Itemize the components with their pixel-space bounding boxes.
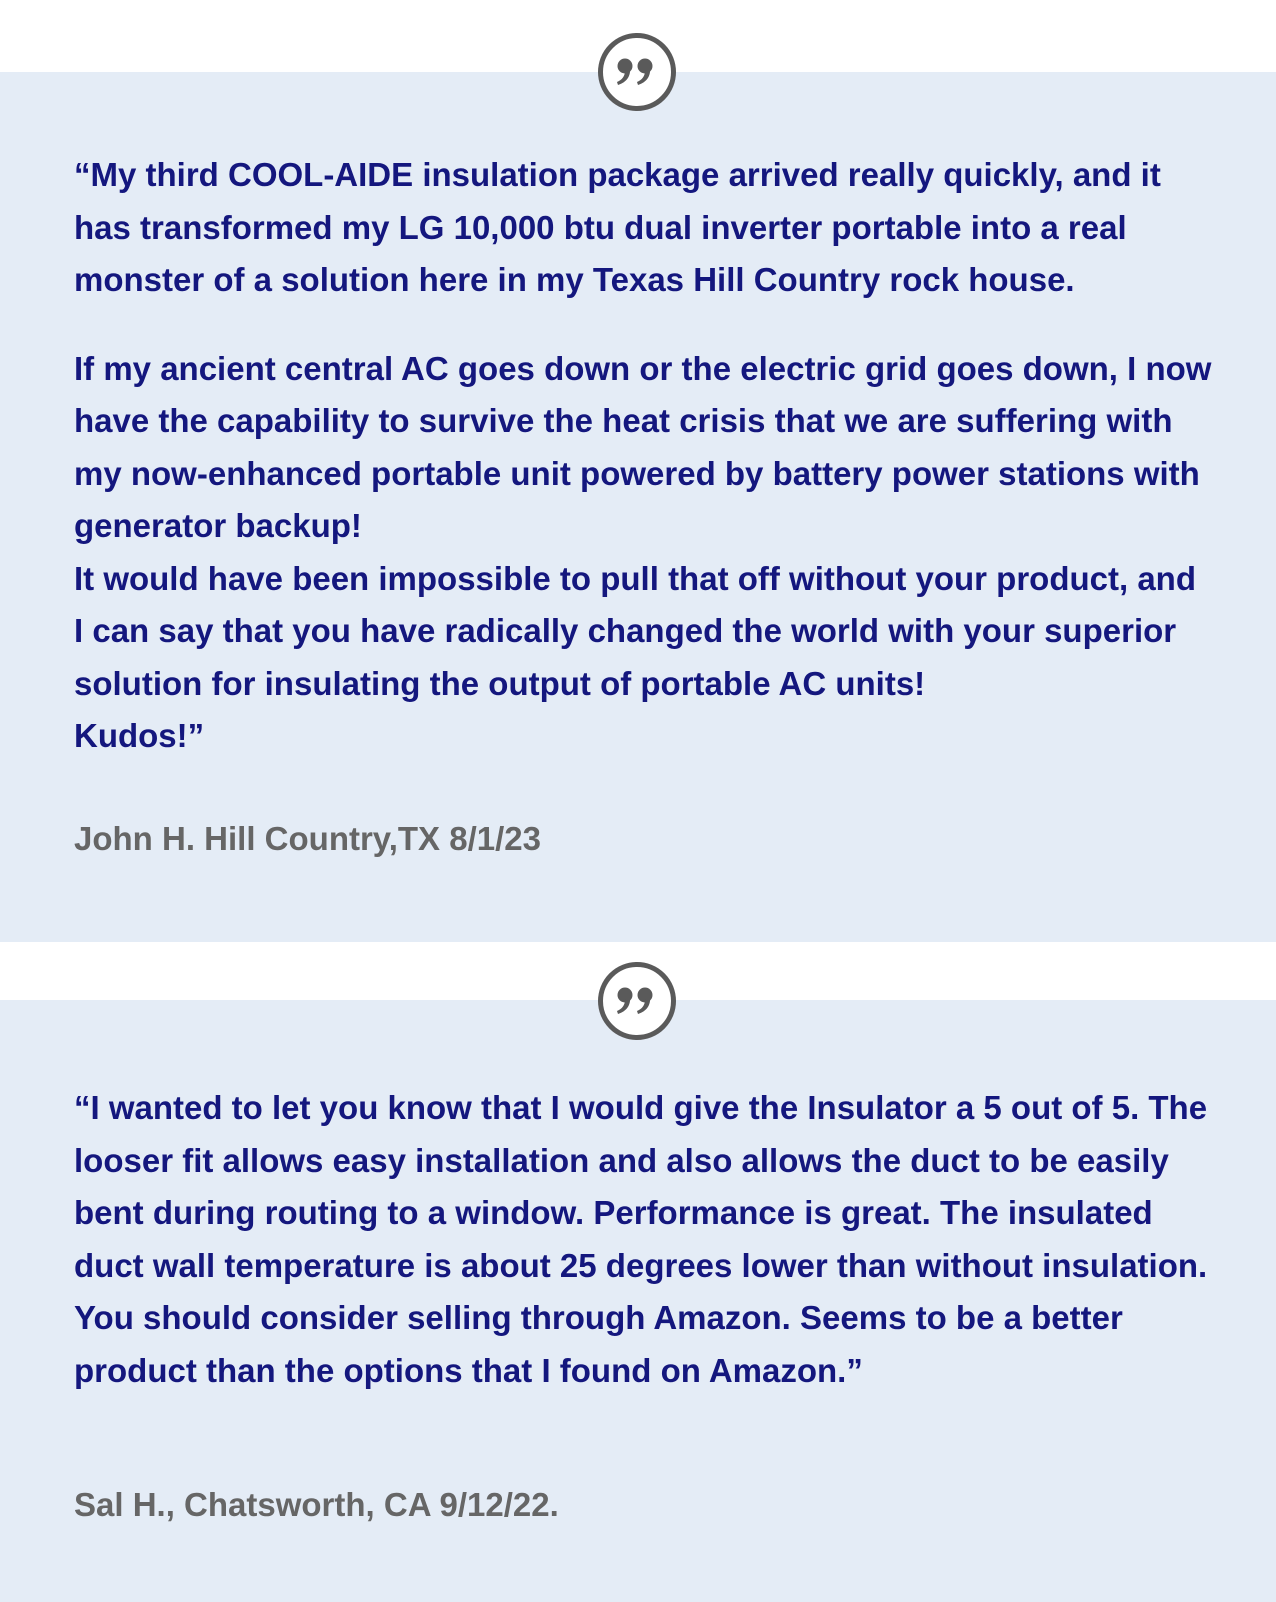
testimonial-paragraph: It would have been impossible to pull that off without your product, and I can say that you have radically changed the world with your superior solution for insulating the output of portable AC units! Kudos!” bbox=[74, 559, 1196, 754]
testimonial-author: John H. Hill Country,TX 8/1/23 bbox=[74, 820, 541, 857]
closing-quote-icon bbox=[603, 967, 671, 1035]
testimonial-author: Sal H., Chatsworth, CA 9/12/22. bbox=[74, 1486, 559, 1523]
closing-quote-icon bbox=[603, 38, 671, 106]
testimonial-paragraph: “I wanted to let you know that I would give the Insulator a 5 out of 5. The looser fit allows easy installation and also allows the duct to be easily bent during routing to a window. Performance is great. The insulated duct wall temperature is about 25 degrees lower than without insulation. You should consider selling through Amazon. Seems to be a better product than the options that I found on Amazon.” bbox=[74, 1089, 1208, 1389]
testimonial-text bbox=[74, 1082, 1214, 1397]
testimonial-paragraph: If my ancient central AC goes down or the electric grid goes down, I now have the capability to survive the heat crisis that we are suffering with my now-enhanced portable unit powered by battery power stations with generator backup! bbox=[74, 349, 1212, 544]
quote-badge bbox=[598, 962, 676, 1040]
testimonial-text bbox=[74, 149, 1214, 763]
testimonial-card bbox=[0, 1000, 1276, 1602]
testimonial-card bbox=[0, 72, 1276, 942]
quote-badge bbox=[598, 33, 676, 111]
testimonial-paragraph: “My third COOL-AIDE insulation package arrived really quickly, and it has transformed my LG 10,000 btu dual inverter portable into a real monster of a solution here in my Texas Hill Country rock house. bbox=[74, 156, 1161, 298]
